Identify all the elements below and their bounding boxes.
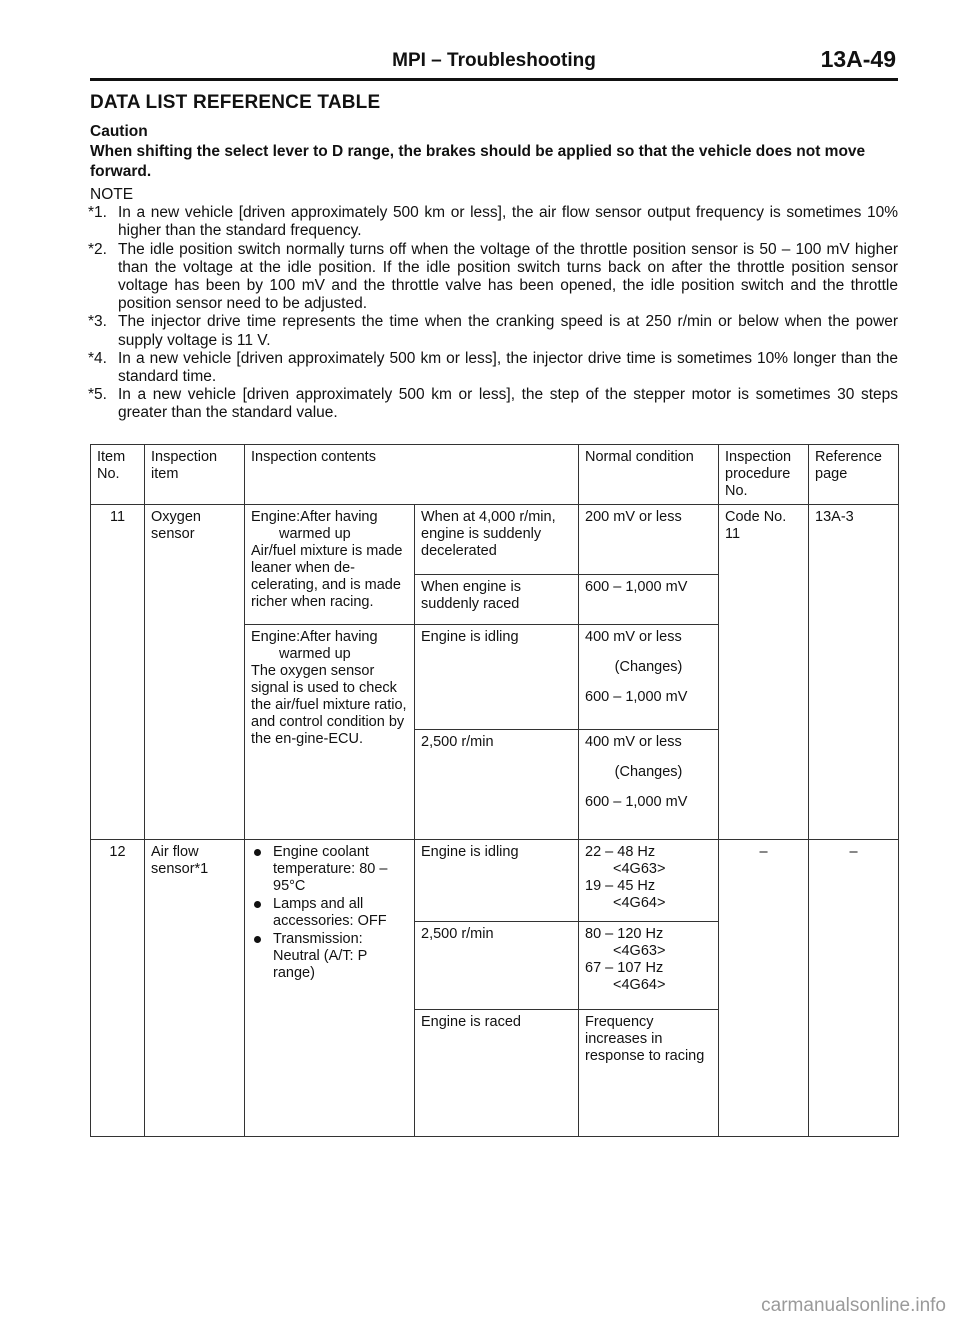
condition-bullet: Transmission: Neutral (A/T: P range): [251, 931, 408, 982]
note-mark: *2.: [88, 240, 107, 258]
item-no: 11: [91, 505, 145, 840]
table-row: [91, 840, 899, 922]
note-mark: *5.: [88, 386, 107, 404]
document-title: DATA LIST REFERENCE TABLE: [90, 92, 381, 113]
normal-value: 200 mV or less: [579, 505, 719, 575]
note-item: [90, 204, 898, 240]
note-heading: NOTE: [90, 186, 134, 203]
normal-value: 400 mV or less (Changes) 600 – 1,000 mV: [579, 625, 719, 730]
header-inspection-contents: Inspection contents: [245, 445, 579, 505]
inspection-item: Air flow sensor*1: [145, 840, 245, 1137]
page-number: 13A-49: [820, 46, 896, 72]
item-no: 12: [91, 840, 145, 1137]
table-row: [91, 505, 899, 575]
caution-block: [90, 122, 898, 182]
data-list-table: [90, 444, 898, 1137]
section-title: MPI – Troubleshooting: [392, 50, 596, 71]
procedure-no: Code No. 11: [719, 505, 809, 840]
inspection-condition: Engine:After having warmed up Air/fuel mixture is made leaner when de-celerating, and is made richer when racing.: [245, 505, 415, 625]
note-text: In a new vehicle [driven approximately 500 km or less], the injector drive time is sometimes 10% longer than the standard time.: [118, 349, 898, 386]
normal-value: 22 – 48 Hz <4G63> 19 – 45 Hz <4G64>: [579, 840, 719, 922]
normal-value: Frequency increases in response to racing: [579, 1010, 719, 1137]
note-block: [90, 186, 898, 423]
inspection-condition: Engine:After having warmed up The oxygen sensor signal is used to check the air/fuel mixture ratio, and control condition by the en-gine-ECU.: [245, 625, 415, 840]
inspection-condition: [245, 840, 415, 1137]
header-inspection-item: Inspection item: [145, 445, 245, 505]
note-text: In a new vehicle [driven approximately 500 km or less], the air flow sensor output frequency is sometimes 10% higher than the standard frequency.: [118, 204, 898, 240]
page-header: [90, 44, 898, 81]
note-mark: *3.: [88, 313, 107, 331]
caution-text: When shifting the select lever to D range, the brakes should be applied so that the vehicle does not move forward.: [90, 143, 866, 180]
note-mark: *4.: [88, 349, 107, 367]
normal-value: 80 – 120 Hz <4G63> 67 – 107 Hz <4G64>: [579, 922, 719, 1010]
header-normal-condition: Normal condition: [579, 445, 719, 505]
header-reference: Reference page: [809, 445, 899, 505]
sub-condition: 2,500 r/min: [415, 730, 579, 840]
reference-page: 13A-3: [809, 505, 899, 840]
sub-condition: When at 4,000 r/min, engine is suddenly decelerated: [415, 505, 579, 575]
note-mark: *1.: [88, 204, 107, 222]
sub-condition: Engine is raced: [415, 1010, 579, 1137]
note-item: [90, 241, 898, 314]
sub-condition: When engine is suddenly raced: [415, 575, 579, 625]
note-text: The idle position switch normally turns off when the voltage of the throttle position sensor is 50 – 100 mV higher than the voltage at the idle position. If the idle position switch turns back on after the throttle position sensor voltage has been by 100 mV and the throttle valve has been opened, the idle position switch and the throttle position sensor need to be adjusted.: [118, 240, 898, 313]
watermark: carmanualsonline.info: [761, 1295, 946, 1316]
inspection-item: Oxygen sensor: [145, 505, 245, 840]
header-item-no: Item No.: [91, 445, 145, 505]
caution-heading: Caution: [90, 123, 148, 140]
note-item: [90, 386, 898, 422]
note-text: In a new vehicle [driven approximately 500 km or less], the step of the stepper motor is sometimes 30 steps greater than the standard value.: [118, 386, 898, 422]
note-text: The injector drive time represents the time when the cranking speed is at 250 r/min or below when the power supply voltage is 11 V.: [118, 313, 898, 349]
sub-condition: Engine is idling: [415, 840, 579, 922]
condition-bullet: Lamps and all accessories: OFF: [251, 896, 408, 930]
normal-value: 600 – 1,000 mV: [579, 575, 719, 625]
note-item: [90, 313, 898, 349]
header-procedure: Inspection procedure No.: [719, 445, 809, 505]
table-header-row: [91, 445, 899, 505]
note-item: [90, 350, 898, 386]
sub-condition: Engine is idling: [415, 625, 579, 730]
normal-value: 400 mV or less (Changes) 600 – 1,000 mV: [579, 730, 719, 840]
reference-page: –: [809, 840, 899, 1137]
sub-condition: 2,500 r/min: [415, 922, 579, 1010]
condition-bullet: Engine coolant temperature: 80 – 95°C: [251, 844, 408, 895]
procedure-no: –: [719, 840, 809, 1137]
